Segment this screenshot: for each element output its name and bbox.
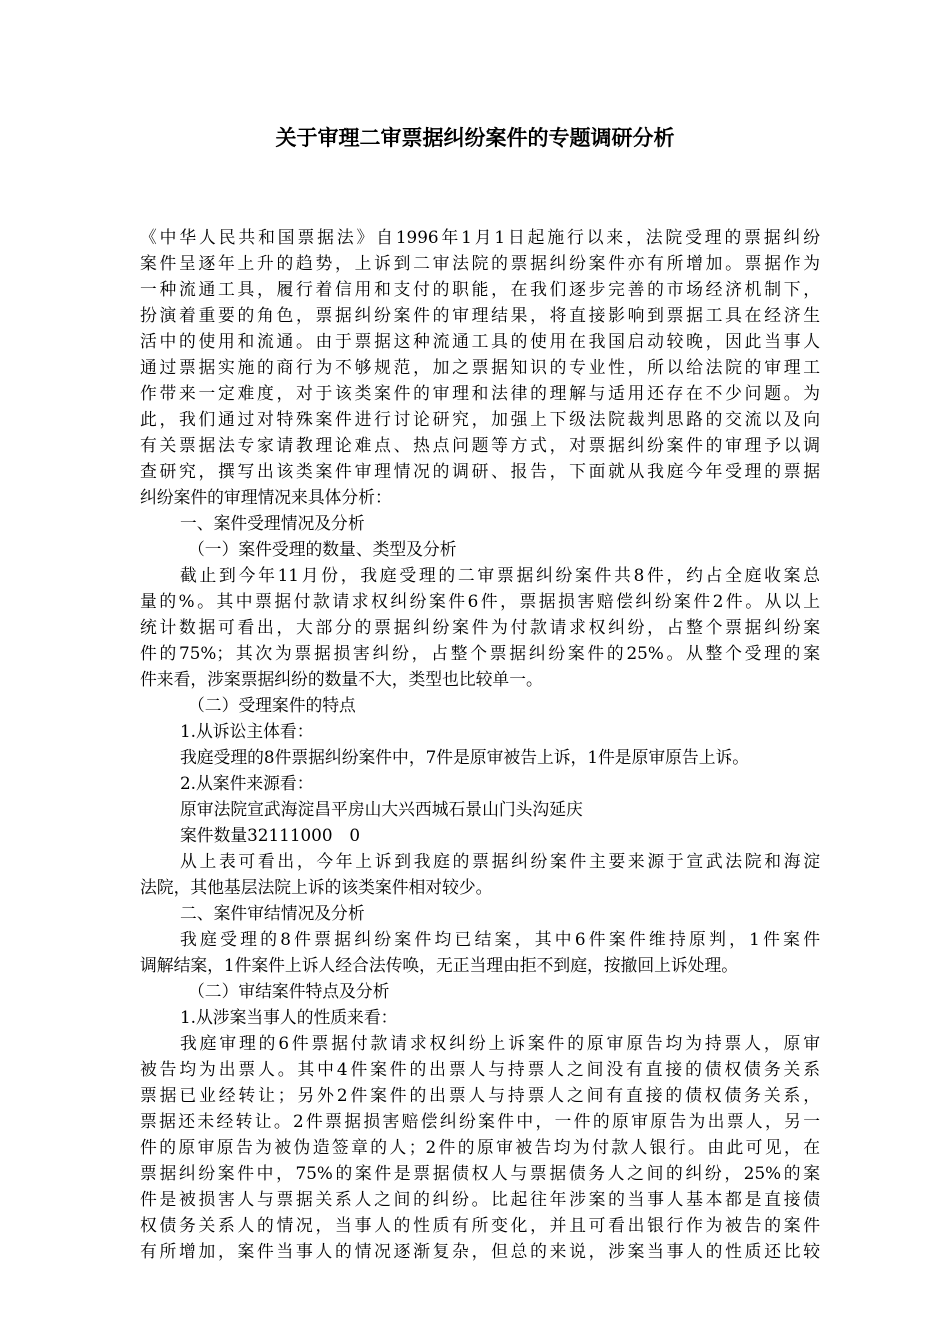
- body-line: 纠纷案件的审理情况来具体分析：: [140, 487, 392, 507]
- document-title: 关于审理二审票据纠纷案件的专题调研分析: [275, 126, 675, 150]
- body-line: （一）案件受理的数量、类型及分析: [188, 539, 457, 559]
- body-line: 件是被损害人与票据关系人之间的纠纷。比起往年涉案的当事人基本都是直接债: [140, 1189, 820, 1209]
- body-line: 被告均为出票人。其中4件案件的出票人与持票人之间没有直接的债权债务关系: [140, 1059, 820, 1079]
- body-line: 2.从案件来源看：: [180, 773, 314, 793]
- body-line: 案件呈逐年上升的趋势，上诉到二审法院的票据纠纷案件亦有所增加。票据作为: [140, 253, 820, 273]
- body-line: 有所增加，案件当事人的情况逐渐复杂，但总的来说，涉案当事人的性质还比较: [140, 1241, 820, 1261]
- body-line: 量的%。其中票据付款请求权纠纷案件6件，票据损害赔偿纠纷案件2件。从以上: [140, 591, 820, 611]
- body-line: 一、案件受理情况及分析: [180, 513, 365, 533]
- body-line: 案件数量32111000 0: [180, 825, 360, 845]
- body-line: 1.从涉案当事人的性质来看：: [180, 1007, 398, 1027]
- body-line: 查研究，撰写出该类案件审理情况的调研、报告，下面就从我庭今年受理的票据: [140, 461, 820, 481]
- body-line: 扮演着重要的角色，票据纠纷案件的审理结果，将直接影响到票据工具在经济生: [140, 305, 820, 325]
- body-line: 原审法院宣武海淀昌平房山大兴西城石景山门头沟延庆: [180, 799, 583, 819]
- body-line: 作带来一定难度，对于该类案件的审理和法律的理解与适用还存在不少问题。为: [140, 383, 820, 403]
- body-line: 我庭受理的8件票据纠纷案件均已结案，其中6件案件维持原判，1件案件: [180, 929, 820, 949]
- body-line: 通过票据实施的商行为不够规范，加之票据知识的专业性，所以给法院的审理工: [140, 357, 820, 377]
- body-line: 我庭审理的6件票据付款请求权纠纷上诉案件的原审原告均为持票人，原审: [180, 1033, 820, 1053]
- body-line: 票据纠纷案件中，75%的案件是票据债权人与票据债务人之间的纠纷，25%的案: [140, 1163, 820, 1183]
- body-line: 票据还未经转让。2件票据损害赔偿纠纷案件中，一件的原审原告为出票人，另一: [140, 1111, 820, 1131]
- body-line: 统计数据可看出，大部分的票据纠纷案件为付款请求权纠纷，占整个票据纠纷案: [140, 617, 820, 637]
- body-line: 活中的使用和流通。由于票据这种流通工具的使用在我国启动较晚，因此当事人: [140, 331, 820, 351]
- body-line: 1.从诉讼主体看：: [180, 721, 314, 741]
- body-line: 二、案件审结情况及分析: [180, 903, 365, 923]
- body-line: （二）受理案件的特点: [188, 695, 356, 715]
- body-line: 权债务关系人的情况，当事人的性质有所变化，并且可看出银行作为被告的案件: [140, 1215, 820, 1235]
- body-line: 我庭受理的8件票据纠纷案件中，7件是原审被告上诉，1件是原审原告上诉。: [180, 747, 750, 767]
- body-line: （二）审结案件特点及分析: [188, 981, 390, 1001]
- body-line: 件的原审原告为被伪造签章的人；2件的原审被告均为付款人银行。由此可见，在: [140, 1137, 820, 1157]
- body-line: 此，我们通过对特殊案件进行讨论研究，加强上下级法院裁判思路的交流以及向: [140, 409, 820, 429]
- body-line: 《中华人民共和国票据法》自1996年1月1日起施行以来，法院受理的票据纠纷: [140, 227, 820, 247]
- body-line: 调解结案，1件案件上诉人经合法传唤，无正当理由拒不到庭，按撤回上诉处理。: [140, 955, 739, 975]
- body-line: 票据已业经转让；另外2件案件的出票人与持票人之间有直接的债权债务关系，: [140, 1085, 820, 1105]
- document-body: [140, 224, 820, 1264]
- body-line: 法院，其他基层法院上诉的该类案件相对较少。: [140, 877, 493, 897]
- body-line: 从上表可看出，今年上诉到我庭的票据纠纷案件主要来源于宣武法院和海淀: [180, 851, 820, 871]
- body-line: 一种流通工具，履行着信用和支付的职能，在我们逐步完善的市场经济机制下，: [140, 279, 820, 299]
- body-line: 件来看，涉案票据纠纷的数量不大，类型也比较单一。: [140, 669, 543, 689]
- body-line: 件的75%；其次为票据损害纠纷，占整个票据纠纷案件的25%。从整个受理的案: [140, 643, 820, 663]
- body-line: 有关票据法专家请教理论难点、热点问题等方式，对票据纠纷案件的审理予以调: [140, 435, 820, 455]
- body-line: 截止到今年11月份，我庭受理的二审票据纠纷案件共8件，约占全庭收案总: [180, 565, 820, 585]
